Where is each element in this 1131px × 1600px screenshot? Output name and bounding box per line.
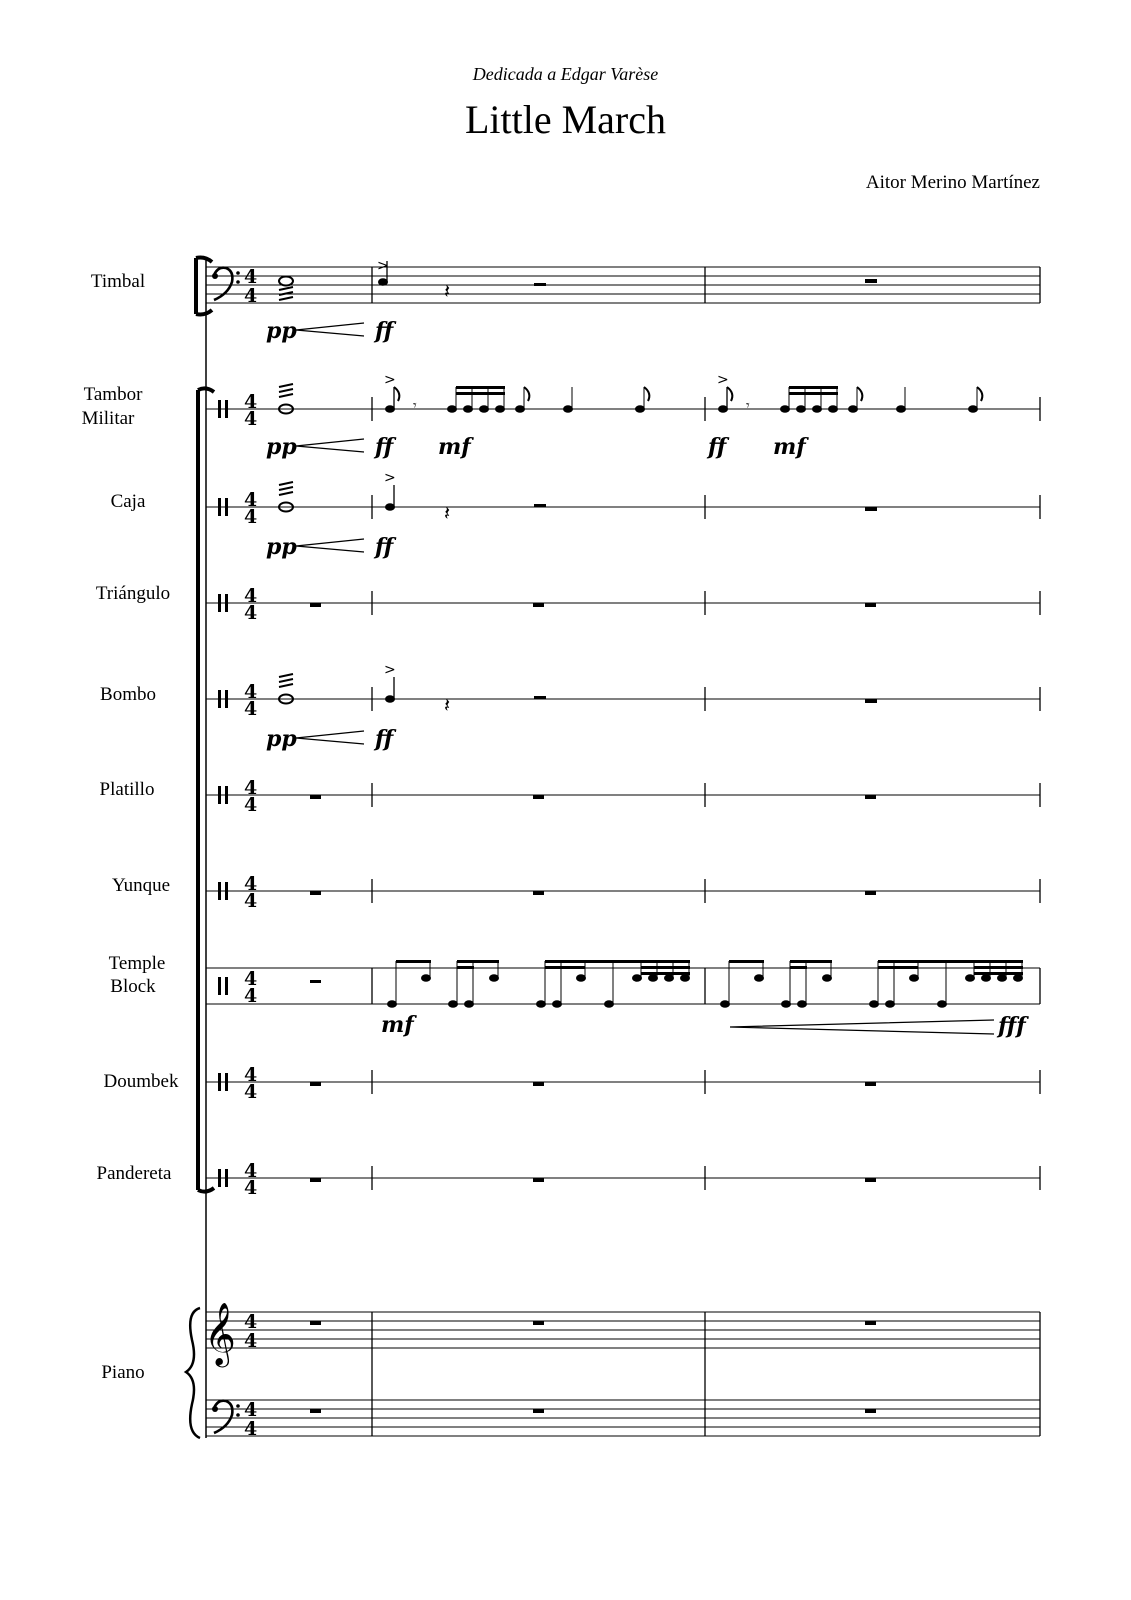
svg-text:4: 4 bbox=[244, 408, 258, 430]
label-yunque: Yunque bbox=[111, 875, 171, 896]
bass-clef-icon bbox=[212, 268, 240, 300]
staff-triangulo bbox=[206, 591, 1040, 615]
crescendo-hairpin bbox=[296, 323, 364, 336]
label-platillo: Platillo bbox=[99, 779, 155, 800]
quarter-rest-icon: 𝄽 bbox=[444, 279, 451, 303]
svg-text:4: 4 bbox=[244, 506, 258, 528]
dyn-pp: pp bbox=[266, 318, 297, 344]
composer: Aitor Merino Martínez bbox=[865, 172, 1040, 193]
svg-text:4: 4 bbox=[244, 602, 258, 624]
whole-note bbox=[279, 277, 293, 286]
svg-text:4: 4 bbox=[244, 777, 258, 799]
dyn-pp: pp bbox=[266, 434, 297, 460]
dyn-mf: mf bbox=[438, 434, 471, 460]
svg-text:>: > bbox=[377, 258, 389, 274]
svg-text:>: > bbox=[384, 372, 396, 388]
label-caja: Caja bbox=[110, 491, 146, 512]
dyn-fff: fff bbox=[998, 1013, 1026, 1039]
page-title: Little March bbox=[464, 97, 667, 142]
svg-text:>: > bbox=[717, 372, 729, 388]
svg-text:4: 4 bbox=[244, 489, 258, 511]
dyn-pp: pp bbox=[266, 534, 297, 560]
label-doumbek: Doumbek bbox=[103, 1071, 179, 1092]
svg-text:>: > bbox=[384, 662, 396, 678]
svg-text:4: 4 bbox=[244, 1177, 258, 1199]
svg-text:𝄾: 𝄾 bbox=[746, 398, 750, 414]
time-signatures bbox=[244, 266, 257, 1440]
svg-text:4: 4 bbox=[244, 681, 258, 703]
staff-piano-bass bbox=[206, 1400, 1040, 1436]
label-timbal: Timbal bbox=[90, 271, 146, 292]
staff-yunque bbox=[206, 879, 1040, 903]
bass-clef-icon bbox=[212, 1401, 240, 1433]
svg-text:4: 4 bbox=[244, 266, 258, 288]
percussion-clef-icon bbox=[218, 400, 228, 1187]
svg-text:4: 4 bbox=[244, 1064, 258, 1086]
staff-doumbek bbox=[206, 1070, 1040, 1094]
svg-text:4: 4 bbox=[244, 585, 258, 607]
svg-text:4: 4 bbox=[244, 1311, 258, 1333]
dyn-mf: mf bbox=[381, 1012, 414, 1038]
staff-timbal bbox=[206, 267, 1040, 303]
staff-pandereta bbox=[206, 1166, 1040, 1190]
treble-clef-icon: 𝄞 bbox=[204, 1302, 236, 1365]
dyn-mf: mf bbox=[773, 434, 806, 460]
whole-rest-icon bbox=[865, 279, 877, 283]
dyn-pp: pp bbox=[266, 726, 297, 752]
svg-text:4: 4 bbox=[244, 1160, 258, 1182]
svg-text:4: 4 bbox=[244, 1399, 258, 1421]
svg-text:𝄽: 𝄽 bbox=[444, 693, 451, 717]
svg-text:4: 4 bbox=[244, 873, 258, 895]
dyn-ff: ff bbox=[375, 434, 394, 460]
staff-tambor bbox=[206, 372, 1040, 460]
staff-caja bbox=[206, 470, 1040, 560]
svg-text:>: > bbox=[384, 470, 396, 486]
dyn-ff: ff bbox=[708, 434, 727, 460]
svg-text:4: 4 bbox=[244, 1330, 258, 1352]
staff-bombo bbox=[206, 662, 1040, 752]
svg-text:4: 4 bbox=[244, 794, 258, 816]
svg-text:4: 4 bbox=[244, 285, 258, 307]
svg-text:𝄾: 𝄾 bbox=[413, 398, 417, 414]
half-rest-icon bbox=[534, 283, 546, 286]
svg-text:4: 4 bbox=[244, 890, 258, 912]
label-militar: Militar bbox=[81, 408, 135, 429]
label-pandereta: Pandereta bbox=[96, 1163, 172, 1184]
staff-platillo bbox=[206, 783, 1040, 807]
label-triangulo: Triángulo bbox=[95, 583, 171, 604]
svg-text:𝄽: 𝄽 bbox=[444, 501, 451, 525]
dedication: Dedicada a Edgar Varèse bbox=[472, 64, 659, 84]
svg-text:4: 4 bbox=[244, 985, 258, 1007]
label-piano: Piano bbox=[101, 1362, 145, 1383]
svg-text:4: 4 bbox=[244, 391, 258, 413]
svg-text:4: 4 bbox=[244, 698, 258, 720]
crescendo-hairpin bbox=[730, 1020, 994, 1034]
staff-temple-block bbox=[206, 960, 1040, 1039]
svg-text:4: 4 bbox=[244, 1418, 258, 1440]
dyn-ff: ff bbox=[375, 534, 394, 560]
staff-piano-treble bbox=[206, 1312, 1040, 1348]
label-tambor: Tambor bbox=[83, 384, 143, 405]
piano-brace-icon bbox=[186, 1308, 200, 1438]
label-temple: Temple bbox=[108, 953, 166, 974]
label-block: Block bbox=[110, 976, 156, 997]
bracket-timbal bbox=[196, 258, 212, 315]
svg-text:4: 4 bbox=[244, 968, 258, 990]
label-bombo: Bombo bbox=[100, 684, 156, 705]
svg-text:4: 4 bbox=[244, 1081, 258, 1103]
dyn-ff: ff bbox=[375, 318, 394, 344]
dyn-ff: ff bbox=[375, 726, 394, 752]
